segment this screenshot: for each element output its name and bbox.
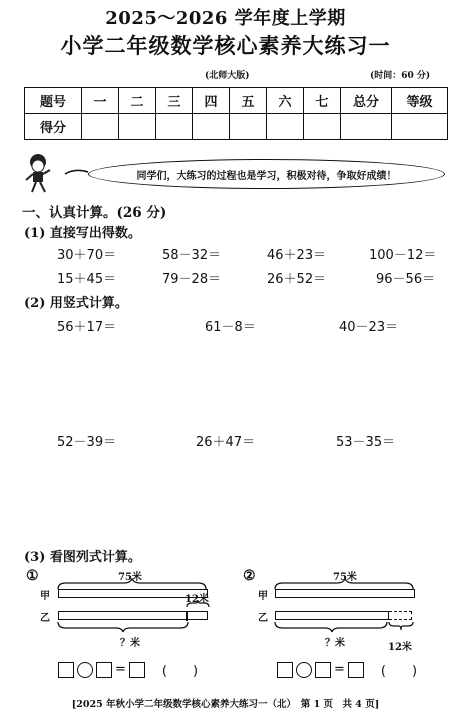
answer-box[interactable] (348, 662, 364, 678)
score-table (24, 87, 448, 140)
problem2-diff-brace (388, 621, 414, 631)
score-header-cell: 题号 (25, 88, 82, 114)
answer-box[interactable] (58, 662, 74, 678)
problem1-yi-label: 乙 (40, 613, 50, 624)
oral-problem: 46＋23＝ (267, 248, 327, 263)
score-header-cell: 一 (82, 88, 119, 114)
answer-box[interactable] (96, 662, 112, 678)
edition-label: (北师大版) (205, 71, 250, 81)
vertical-problem: 61－8＝ (205, 320, 256, 335)
oral-problem: 26＋52＝ (267, 272, 327, 287)
score-header-cell: 二 (119, 88, 156, 114)
year-title: 2025～2026 学年度上学期 (105, 8, 346, 29)
problem1-diff-label: 12米 (185, 594, 209, 605)
score-header-cell: 五 (230, 88, 267, 114)
score-cell[interactable] (193, 114, 230, 140)
vertical-problem: 26＋47＝ (196, 435, 256, 450)
oral-problem: 100－12＝ (369, 248, 437, 263)
oral-problem: 15＋45＝ (57, 272, 117, 287)
oral-problem: 58－32＝ (162, 248, 222, 263)
score-cell[interactable] (119, 114, 156, 140)
problem2-yi-bar (275, 611, 389, 620)
mascot-icon (20, 152, 92, 194)
problem2-jia-bar (275, 589, 415, 598)
part1-title: (1) 直接写出得数。 (24, 226, 141, 241)
part3-title: (3) 看图列式计算。 (24, 550, 141, 565)
operator-circle[interactable] (77, 662, 93, 678)
oral-problem: 96－56＝ (376, 272, 436, 287)
answer-box[interactable] (277, 662, 293, 678)
score-cell[interactable] (341, 114, 392, 140)
score-header-cell: 三 (156, 88, 193, 114)
problem1-unknown-label: ？米 (120, 638, 140, 649)
score-input-row (25, 114, 448, 140)
problem1-jia-label: 甲 (40, 591, 50, 602)
part2-title: (2) 用竖式计算。 (24, 296, 128, 311)
problem1-diff-brace (186, 600, 210, 608)
vertical-problem: 53－35＝ (336, 435, 396, 450)
problem2-formula (277, 660, 417, 679)
score-cell[interactable] (82, 114, 119, 140)
problem2-unknown-label: ？米 (325, 638, 345, 649)
problem1-formula (58, 660, 198, 679)
problem2-dashed-extension (389, 611, 412, 620)
problem2-diff-label: 12米 (388, 642, 412, 653)
equals-sign: = (115, 662, 126, 677)
score-header-cell: 总分 (341, 88, 392, 114)
vertical-problem: 40－23＝ (339, 320, 399, 335)
score-cell[interactable] (156, 114, 193, 140)
problem2-bottom-brace (273, 621, 391, 633)
score-header-cell: 等级 (392, 88, 448, 114)
section1-title: 一、认真计算。(26 分) (22, 205, 167, 221)
problem1-total-label: 75米 (118, 572, 142, 583)
problem1-number: ① (26, 568, 39, 584)
vertical-problem: 56＋17＝ (57, 320, 117, 335)
score-header-row (25, 88, 448, 114)
score-header-cell: 四 (193, 88, 230, 114)
operator-circle[interactable] (296, 662, 312, 678)
unit-paren[interactable]: ( ) (161, 664, 199, 679)
score-header-cell: 七 (304, 88, 341, 114)
page-footer: [2025 年秋小学二年级数学核心素养大练习一（北） 第 1 页 共 4 页] (71, 699, 380, 710)
problem2-jia-label: 甲 (258, 591, 268, 602)
time-label: (时间：60 分) (370, 71, 431, 81)
answer-box[interactable] (315, 662, 331, 678)
unit-paren[interactable]: ( ) (380, 664, 418, 679)
score-header-cell: 六 (267, 88, 304, 114)
problem2-yi-label: 乙 (258, 613, 268, 624)
problem1-bottom-brace (56, 621, 191, 633)
main-title: 小学二年级数学核心素养大练习一 (60, 33, 391, 58)
problem2-number: ② (243, 568, 256, 584)
problem2-total-label: 75米 (333, 572, 357, 583)
equals-sign: = (334, 662, 345, 677)
oral-problem: 30＋70＝ (57, 248, 117, 263)
score-cell[interactable] (230, 114, 267, 140)
oral-problem: 79－28＝ (162, 272, 222, 287)
answer-box[interactable] (129, 662, 145, 678)
score-cell[interactable] (304, 114, 341, 140)
encouragement-bubble: 同学们，大练习的过程也是学习，积极对待，争取好成绩！ (88, 159, 445, 189)
vertical-problem: 52－39＝ (57, 435, 117, 450)
score-row-label: 得分 (25, 114, 82, 140)
score-cell[interactable] (267, 114, 304, 140)
score-cell[interactable] (392, 114, 448, 140)
problem1-divider (186, 611, 188, 621)
